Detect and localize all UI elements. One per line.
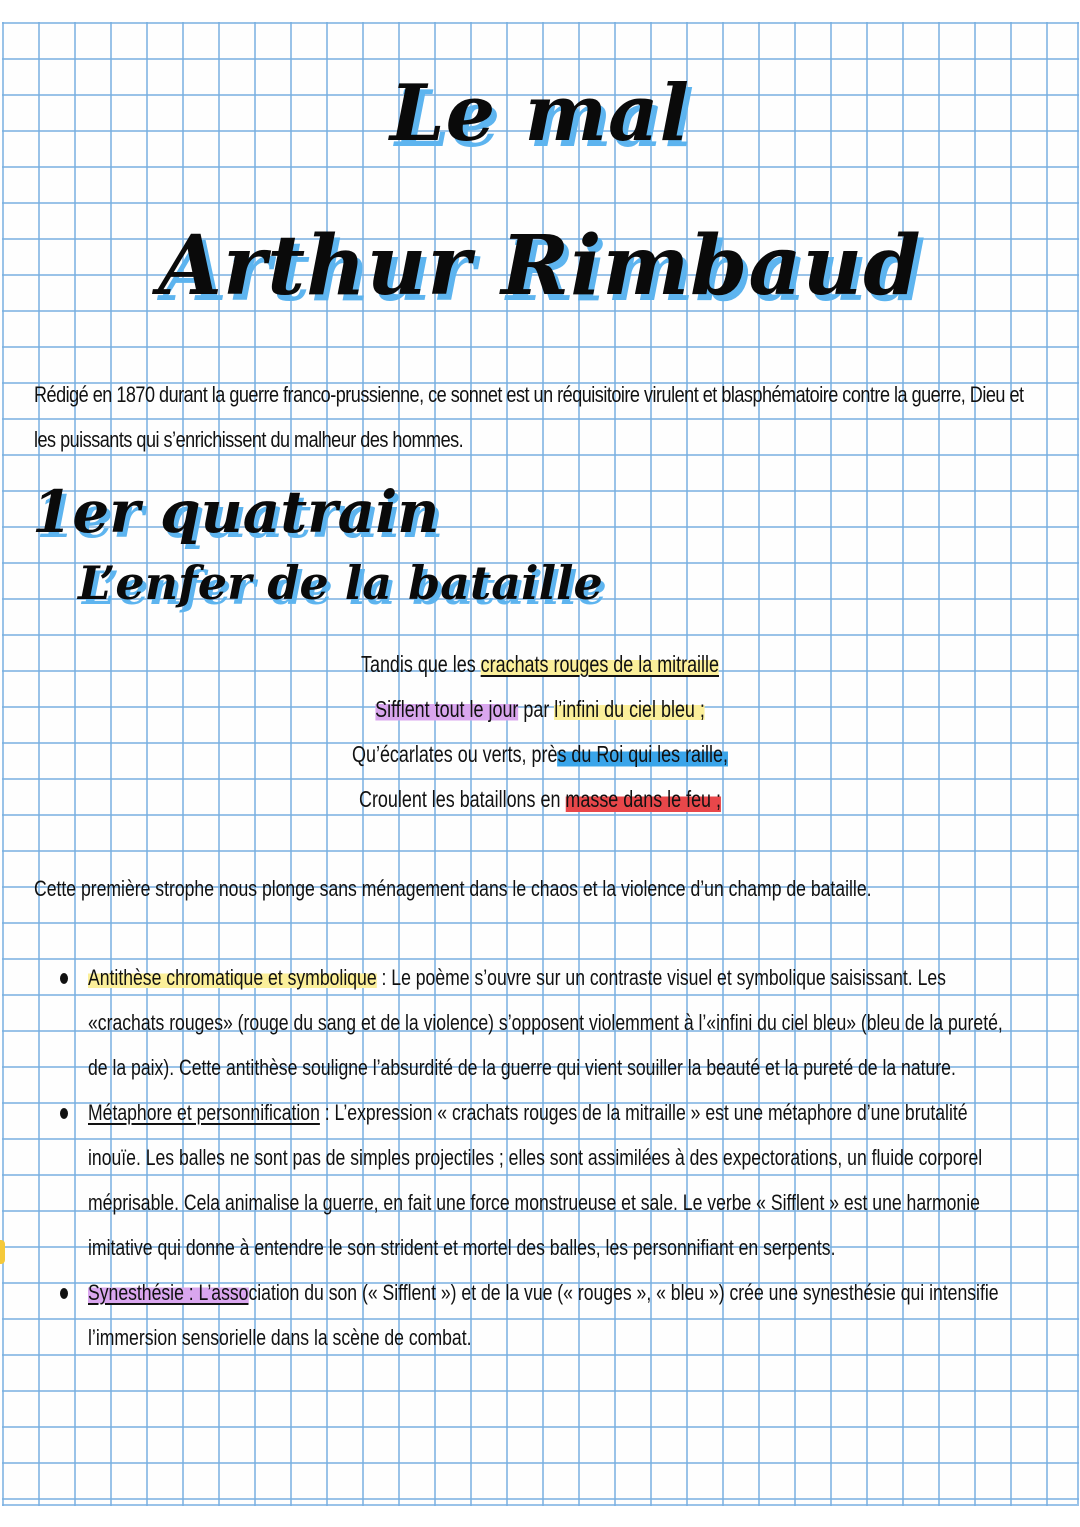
author-title: Arthur Rimbaud	[158, 218, 922, 314]
highlight-red: masse dans le feu ;	[565, 786, 722, 812]
poem-text: par	[518, 696, 555, 722]
section-heading: 1er quatrain	[32, 478, 440, 546]
poem-quatrain	[0, 642, 1080, 822]
intro-paragraph: Rédigé en 1870 durant la guerre franco-prussienne, ce sonnet est un réquisitoire virulent et blasphématoire contre la guerre, Dieu et les puissants qui s’enrichissent du malheur des hommes.	[34, 382, 1024, 452]
section-subheading: L’enfer de la bataille	[78, 556, 603, 610]
analysis-item-antithese	[60, 955, 1004, 1090]
highlight-purple: Sifflent tout le jour	[375, 696, 519, 722]
summary-paragraph: Cette première strophe nous plonge sans ménagement dans le chaos et la violence d’un champ de bataille.	[34, 876, 872, 901]
page-title: Le mal	[389, 68, 691, 159]
term-highlight: Antithèse chromatique et symbolique	[88, 965, 377, 990]
poem-line-4	[119, 777, 961, 822]
poem-text: Qu’écarlates ou verts, prè	[352, 741, 558, 767]
poem-line-1	[119, 642, 961, 687]
analysis-item-synesthesie	[60, 1270, 1004, 1360]
analysis-text: : Le poème s’ouvre sur un contraste visuel et symbolique saisissant. Les «crachats rouges» (rouge du sang et de la violence) s’opposent violemment à l’«infini du ciel bleu» (bleu de la pureté, de la paix). Cette antithèse souligne l’absurdité de la guerre qui vient souiller la beauté et la pureté de la nature.	[88, 965, 1003, 1080]
poem-text: Tandis que les	[361, 651, 481, 677]
analysis-item-metaphore	[60, 1090, 1004, 1270]
highlight-yellow: crachats rouges de la mitraille	[480, 651, 719, 677]
poem-line-3	[119, 732, 961, 777]
highlight-blue: s du Roi qui les raille,	[557, 741, 728, 767]
analysis-text: : L’expression « crachats rouges de la mitraille » est une métaphore d’une brutalité inouïe. Les balles ne sont pas de simples projectiles ; elles sont assimilées à des expectorations, un fluide corporel méprisable. Cela animalise la guerre, en fait une force monstrueuse et sale. Le verbe « Sifflent » est une harmonie imitative qui donne à entendre le son strident et mortel des balles, les personnifiant en serpents.	[88, 1100, 983, 1260]
highlight-yellow: l’infini du ciel bleu ;	[554, 696, 705, 722]
poem-line-2	[119, 687, 961, 732]
poem-text: Croulent les bataillons en	[358, 786, 566, 812]
side-highlight-mark	[0, 1240, 5, 1264]
term-underlined: Métaphore et personnification	[88, 1100, 320, 1125]
analysis-list	[60, 955, 1004, 1360]
term-highlight: Synesthésie : L’asso	[88, 1280, 249, 1305]
analysis-text: ciation du son (« Sifflent ») et de la vue (« rouges », « bleu ») crée une synesthésie qui intensifie l’immersion sensorielle dans la scène de combat.	[88, 1280, 999, 1350]
